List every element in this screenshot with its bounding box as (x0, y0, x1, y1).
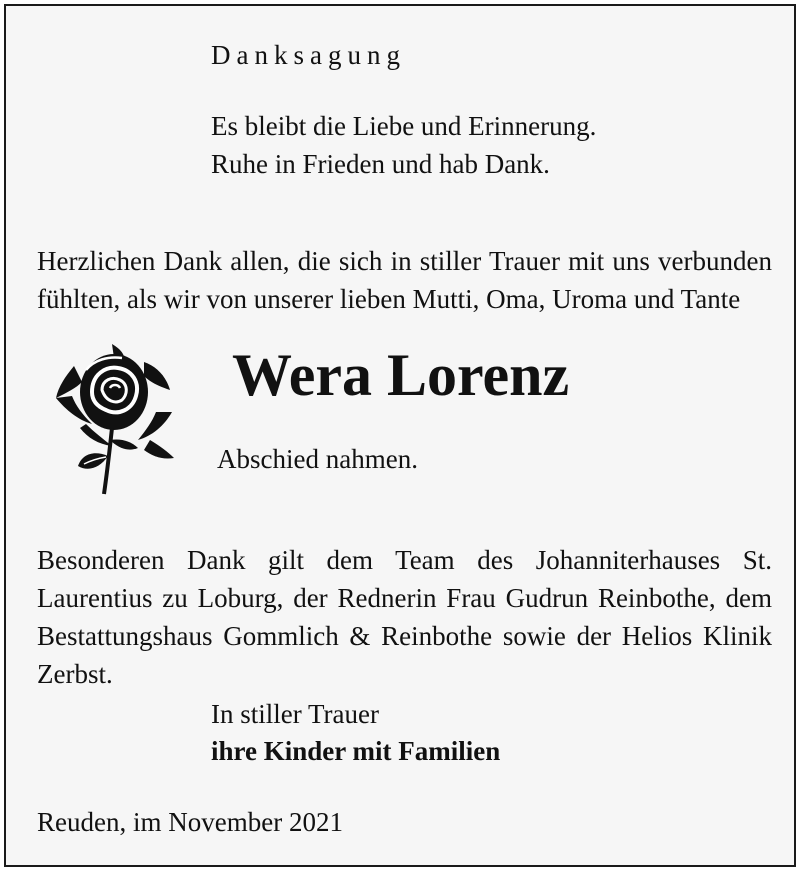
farewell-line: Abschied nahmen. (217, 444, 418, 474)
rose-icon (52, 336, 176, 500)
thanks-paragraph: Besonderen Dank gilt dem Team des Johanniterhauses St. Laurentius zu Loburg, der Rednerin Frau Gudrun Reinbothe, dem Bestattungshaus Gommlich & Reinbothe sowie der Helios Klinik Zerbst. (37, 545, 772, 689)
mourning-line: In stiller Trauer (211, 699, 379, 729)
notice-frame (4, 4, 796, 867)
verse (211, 107, 596, 183)
place-date: Reuden, im November 2021 (37, 807, 343, 837)
verse-line-2: Ruhe in Frieden und hab Dank. (211, 149, 550, 179)
heading: Danksagung (211, 40, 406, 70)
intro-paragraph: Herzlichen Dank allen, die sich in stiller Trauer mit uns verbunden fühlten, als wir von unserer lieben Mutti, Oma, Uroma und Tante (37, 246, 772, 314)
signatories: ihre Kinder mit Familien (211, 736, 501, 766)
verse-line-1: Es bleibt die Liebe und Erinnerung. (211, 111, 597, 141)
deceased-name: Wera Lorenz (232, 342, 570, 408)
